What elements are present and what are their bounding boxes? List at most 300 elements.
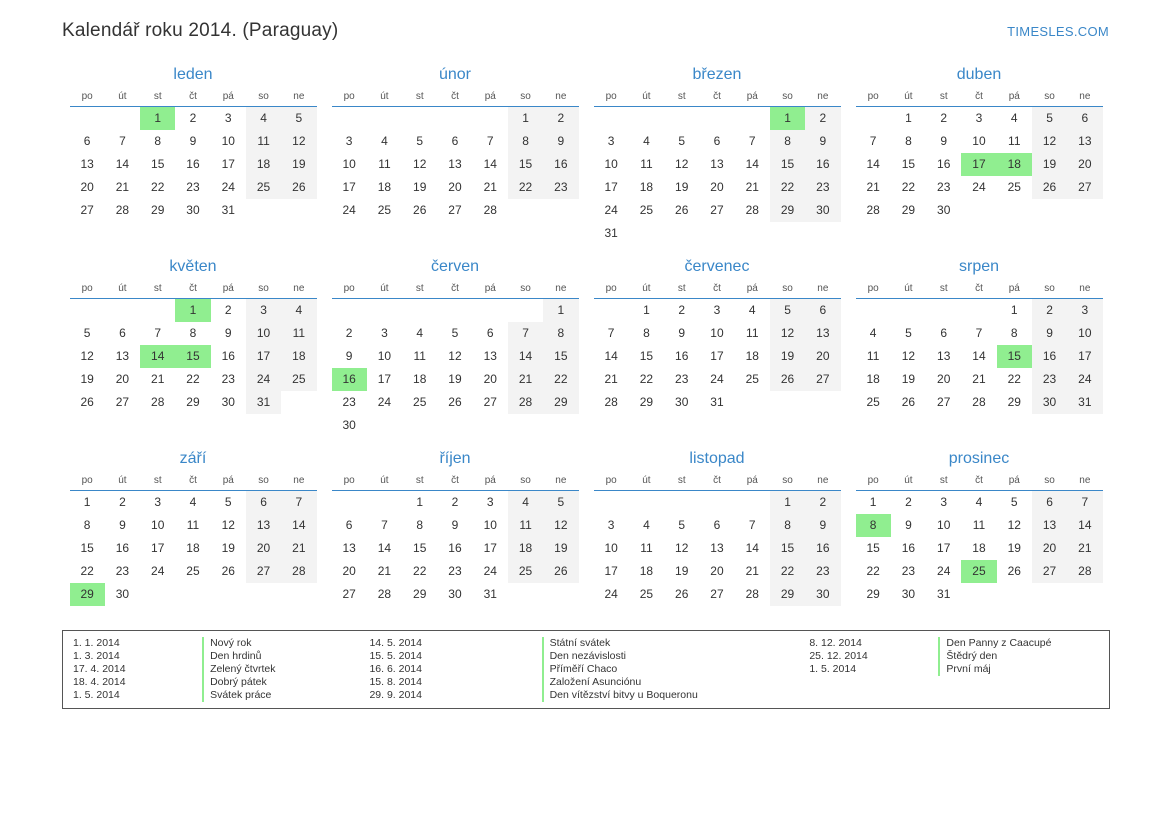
day-cell[interactable]: [367, 345, 402, 368]
day-cell[interactable]: [402, 199, 437, 222]
day-cell[interactable]: [699, 299, 734, 323]
day-cell[interactable]: [473, 345, 508, 368]
day-cell[interactable]: [175, 107, 210, 131]
day-cell[interactable]: [961, 176, 996, 199]
day-cell[interactable]: [805, 537, 840, 560]
day-cell[interactable]: [664, 514, 699, 537]
day-cell[interactable]: [997, 537, 1032, 560]
day-cell[interactable]: [473, 491, 508, 515]
day-cell[interactable]: [332, 514, 367, 537]
day-cell[interactable]: [473, 322, 508, 345]
day-cell[interactable]: [1067, 560, 1102, 583]
day-cell[interactable]: [211, 153, 246, 176]
day-cell[interactable]: [402, 130, 437, 153]
day-cell[interactable]: [367, 583, 402, 606]
day-cell[interactable]: [437, 322, 472, 345]
day-cell[interactable]: [891, 130, 926, 153]
day-cell[interactable]: [997, 130, 1032, 153]
day-cell[interactable]: [105, 391, 140, 414]
day-cell[interactable]: [926, 491, 961, 515]
day-cell[interactable]: [508, 345, 543, 368]
day-cell[interactable]: [211, 345, 246, 368]
day-cell[interactable]: [997, 107, 1032, 131]
day-cell[interactable]: [437, 537, 472, 560]
day-cell[interactable]: [594, 222, 629, 245]
day-cell[interactable]: [629, 199, 664, 222]
day-cell[interactable]: [246, 299, 281, 323]
day-cell[interactable]: [543, 153, 578, 176]
day-cell[interactable]: [805, 153, 840, 176]
day-cell[interactable]: [1032, 345, 1067, 368]
day-cell[interactable]: [735, 514, 770, 537]
day-cell[interactable]: [332, 322, 367, 345]
day-cell[interactable]: [402, 514, 437, 537]
day-cell[interactable]: [402, 491, 437, 515]
day-cell[interactable]: [281, 176, 316, 199]
day-cell[interactable]: [699, 537, 734, 560]
day-cell[interactable]: [735, 176, 770, 199]
day-cell[interactable]: [856, 322, 891, 345]
day-cell[interactable]: [140, 391, 175, 414]
day-cell[interactable]: [246, 322, 281, 345]
day-cell[interactable]: [594, 199, 629, 222]
day-cell[interactable]: [246, 107, 281, 131]
day-cell[interactable]: [926, 514, 961, 537]
day-cell[interactable]: [1067, 368, 1102, 391]
day-cell[interactable]: [1067, 153, 1102, 176]
day-cell[interactable]: [961, 491, 996, 515]
day-cell[interactable]: [281, 107, 316, 131]
day-cell[interactable]: [175, 130, 210, 153]
day-cell[interactable]: [1032, 537, 1067, 560]
day-cell[interactable]: [664, 153, 699, 176]
day-cell[interactable]: [437, 130, 472, 153]
day-cell[interactable]: [664, 199, 699, 222]
day-cell[interactable]: [1067, 514, 1102, 537]
day-cell[interactable]: [175, 514, 210, 537]
day-cell[interactable]: [437, 560, 472, 583]
day-cell[interactable]: [1032, 491, 1067, 515]
day-cell[interactable]: [543, 537, 578, 560]
day-cell[interactable]: [175, 322, 210, 345]
day-cell[interactable]: [594, 322, 629, 345]
day-cell[interactable]: [437, 583, 472, 606]
day-cell[interactable]: [543, 514, 578, 537]
day-cell[interactable]: [926, 537, 961, 560]
day-cell[interactable]: [856, 130, 891, 153]
day-cell[interactable]: [367, 130, 402, 153]
day-cell[interactable]: [175, 199, 210, 222]
day-cell[interactable]: [70, 391, 105, 414]
day-cell[interactable]: [997, 368, 1032, 391]
day-cell[interactable]: [402, 537, 437, 560]
day-cell[interactable]: [367, 391, 402, 414]
day-cell-holiday[interactable]: [175, 299, 210, 323]
day-cell[interactable]: [699, 199, 734, 222]
day-cell[interactable]: [473, 391, 508, 414]
day-cell[interactable]: [1067, 107, 1102, 131]
day-cell[interactable]: [367, 560, 402, 583]
day-cell[interactable]: [664, 560, 699, 583]
day-cell[interactable]: [961, 345, 996, 368]
day-cell[interactable]: [770, 345, 805, 368]
day-cell[interactable]: [1067, 537, 1102, 560]
day-cell[interactable]: [211, 176, 246, 199]
day-cell[interactable]: [508, 537, 543, 560]
day-cell[interactable]: [402, 391, 437, 414]
day-cell[interactable]: [594, 345, 629, 368]
day-cell[interactable]: [735, 560, 770, 583]
day-cell[interactable]: [961, 322, 996, 345]
day-cell[interactable]: [105, 368, 140, 391]
day-cell[interactable]: [594, 391, 629, 414]
day-cell[interactable]: [1032, 391, 1067, 414]
day-cell[interactable]: [699, 322, 734, 345]
day-cell[interactable]: [770, 322, 805, 345]
day-cell[interactable]: [70, 176, 105, 199]
day-cell[interactable]: [105, 537, 140, 560]
day-cell[interactable]: [629, 537, 664, 560]
day-cell[interactable]: [543, 345, 578, 368]
day-cell[interactable]: [105, 560, 140, 583]
day-cell[interactable]: [246, 368, 281, 391]
day-cell[interactable]: [664, 345, 699, 368]
day-cell[interactable]: [961, 391, 996, 414]
day-cell[interactable]: [70, 537, 105, 560]
day-cell[interactable]: [211, 322, 246, 345]
day-cell[interactable]: [856, 583, 891, 606]
day-cell[interactable]: [997, 176, 1032, 199]
day-cell[interactable]: [332, 130, 367, 153]
day-cell[interactable]: [140, 491, 175, 515]
day-cell[interactable]: [508, 176, 543, 199]
day-cell[interactable]: [211, 299, 246, 323]
day-cell[interactable]: [140, 322, 175, 345]
day-cell[interactable]: [735, 153, 770, 176]
site-brand[interactable]: TIMESLES.COM: [1007, 24, 1109, 39]
day-cell[interactable]: [699, 176, 734, 199]
day-cell[interactable]: [105, 491, 140, 515]
day-cell[interactable]: [997, 391, 1032, 414]
day-cell[interactable]: [211, 107, 246, 131]
day-cell[interactable]: [105, 153, 140, 176]
day-cell[interactable]: [437, 368, 472, 391]
day-cell[interactable]: [211, 368, 246, 391]
day-cell[interactable]: [629, 153, 664, 176]
day-cell[interactable]: [664, 391, 699, 414]
day-cell[interactable]: [281, 537, 316, 560]
day-cell[interactable]: [508, 107, 543, 131]
day-cell[interactable]: [211, 491, 246, 515]
day-cell[interactable]: [543, 560, 578, 583]
day-cell[interactable]: [246, 560, 281, 583]
day-cell[interactable]: [735, 583, 770, 606]
day-cell[interactable]: [437, 514, 472, 537]
day-cell[interactable]: [1032, 368, 1067, 391]
day-cell[interactable]: [437, 491, 472, 515]
day-cell[interactable]: [402, 583, 437, 606]
day-cell[interactable]: [770, 299, 805, 323]
day-cell-holiday[interactable]: [856, 514, 891, 537]
day-cell[interactable]: [543, 391, 578, 414]
day-cell[interactable]: [891, 491, 926, 515]
day-cell[interactable]: [437, 345, 472, 368]
day-cell[interactable]: [543, 368, 578, 391]
day-cell[interactable]: [332, 176, 367, 199]
day-cell[interactable]: [473, 583, 508, 606]
day-cell[interactable]: [473, 130, 508, 153]
day-cell[interactable]: [629, 345, 664, 368]
day-cell[interactable]: [508, 560, 543, 583]
day-cell[interactable]: [402, 368, 437, 391]
day-cell[interactable]: [856, 368, 891, 391]
day-cell[interactable]: [805, 176, 840, 199]
day-cell[interactable]: [735, 368, 770, 391]
day-cell[interactable]: [664, 368, 699, 391]
day-cell[interactable]: [175, 537, 210, 560]
day-cell[interactable]: [926, 153, 961, 176]
day-cell[interactable]: [332, 583, 367, 606]
day-cell[interactable]: [437, 176, 472, 199]
day-cell[interactable]: [140, 199, 175, 222]
day-cell[interactable]: [699, 130, 734, 153]
day-cell[interactable]: [629, 391, 664, 414]
day-cell[interactable]: [473, 153, 508, 176]
day-cell[interactable]: [805, 107, 840, 131]
day-cell-holiday[interactable]: [70, 583, 105, 606]
day-cell[interactable]: [856, 199, 891, 222]
day-cell[interactable]: [664, 537, 699, 560]
day-cell[interactable]: [246, 514, 281, 537]
day-cell[interactable]: [473, 176, 508, 199]
day-cell[interactable]: [140, 153, 175, 176]
day-cell[interactable]: [1032, 322, 1067, 345]
day-cell[interactable]: [926, 368, 961, 391]
day-cell[interactable]: [175, 153, 210, 176]
day-cell[interactable]: [805, 368, 840, 391]
day-cell[interactable]: [770, 130, 805, 153]
day-cell[interactable]: [140, 514, 175, 537]
day-cell[interactable]: [105, 130, 140, 153]
day-cell[interactable]: [926, 560, 961, 583]
day-cell[interactable]: [664, 130, 699, 153]
day-cell[interactable]: [175, 176, 210, 199]
day-cell[interactable]: [770, 153, 805, 176]
day-cell[interactable]: [281, 514, 316, 537]
day-cell[interactable]: [367, 514, 402, 537]
day-cell[interactable]: [473, 368, 508, 391]
day-cell[interactable]: [508, 322, 543, 345]
day-cell[interactable]: [1067, 299, 1102, 323]
day-cell[interactable]: [891, 583, 926, 606]
day-cell[interactable]: [402, 345, 437, 368]
day-cell[interactable]: [997, 514, 1032, 537]
day-cell[interactable]: [175, 391, 210, 414]
day-cell[interactable]: [332, 153, 367, 176]
day-cell[interactable]: [140, 368, 175, 391]
day-cell[interactable]: [805, 130, 840, 153]
day-cell[interactable]: [70, 130, 105, 153]
day-cell[interactable]: [211, 560, 246, 583]
day-cell[interactable]: [437, 199, 472, 222]
day-cell[interactable]: [891, 345, 926, 368]
day-cell[interactable]: [140, 130, 175, 153]
day-cell-holiday[interactable]: [997, 153, 1032, 176]
day-cell[interactable]: [543, 130, 578, 153]
day-cell[interactable]: [105, 345, 140, 368]
day-cell[interactable]: [926, 322, 961, 345]
day-cell[interactable]: [105, 514, 140, 537]
day-cell[interactable]: [1032, 514, 1067, 537]
day-cell[interactable]: [856, 537, 891, 560]
day-cell[interactable]: [770, 368, 805, 391]
day-cell[interactable]: [402, 153, 437, 176]
day-cell[interactable]: [735, 322, 770, 345]
day-cell[interactable]: [332, 560, 367, 583]
day-cell[interactable]: [699, 391, 734, 414]
day-cell[interactable]: [543, 107, 578, 131]
day-cell[interactable]: [1067, 491, 1102, 515]
day-cell[interactable]: [594, 368, 629, 391]
day-cell[interactable]: [926, 391, 961, 414]
day-cell[interactable]: [770, 491, 805, 515]
day-cell[interactable]: [543, 299, 578, 323]
day-cell[interactable]: [211, 130, 246, 153]
day-cell[interactable]: [699, 368, 734, 391]
day-cell[interactable]: [1032, 560, 1067, 583]
day-cell[interactable]: [629, 130, 664, 153]
day-cell[interactable]: [926, 107, 961, 131]
day-cell[interactable]: [105, 322, 140, 345]
day-cell[interactable]: [105, 583, 140, 606]
day-cell-holiday[interactable]: [140, 345, 175, 368]
day-cell[interactable]: [805, 199, 840, 222]
day-cell[interactable]: [629, 560, 664, 583]
day-cell[interactable]: [805, 514, 840, 537]
day-cell[interactable]: [367, 322, 402, 345]
day-cell[interactable]: [211, 537, 246, 560]
day-cell[interactable]: [1032, 130, 1067, 153]
day-cell[interactable]: [997, 322, 1032, 345]
day-cell[interactable]: [281, 560, 316, 583]
day-cell-holiday[interactable]: [175, 345, 210, 368]
day-cell[interactable]: [891, 322, 926, 345]
day-cell[interactable]: [1032, 107, 1067, 131]
day-cell[interactable]: [402, 560, 437, 583]
day-cell[interactable]: [594, 130, 629, 153]
day-cell[interactable]: [1067, 176, 1102, 199]
day-cell[interactable]: [770, 537, 805, 560]
day-cell[interactable]: [891, 391, 926, 414]
day-cell[interactable]: [437, 391, 472, 414]
day-cell[interactable]: [699, 153, 734, 176]
day-cell[interactable]: [961, 368, 996, 391]
day-cell[interactable]: [926, 199, 961, 222]
day-cell[interactable]: [508, 130, 543, 153]
day-cell[interactable]: [473, 560, 508, 583]
day-cell[interactable]: [105, 199, 140, 222]
day-cell[interactable]: [332, 391, 367, 414]
day-cell[interactable]: [332, 537, 367, 560]
day-cell-holiday[interactable]: [332, 368, 367, 391]
day-cell[interactable]: [891, 107, 926, 131]
day-cell[interactable]: [473, 199, 508, 222]
day-cell[interactable]: [367, 537, 402, 560]
day-cell[interactable]: [508, 491, 543, 515]
day-cell[interactable]: [246, 176, 281, 199]
day-cell[interactable]: [281, 491, 316, 515]
day-cell[interactable]: [402, 176, 437, 199]
day-cell[interactable]: [1032, 299, 1067, 323]
day-cell[interactable]: [856, 176, 891, 199]
day-cell[interactable]: [175, 491, 210, 515]
day-cell[interactable]: [664, 583, 699, 606]
day-cell[interactable]: [281, 153, 316, 176]
day-cell[interactable]: [926, 176, 961, 199]
day-cell[interactable]: [997, 299, 1032, 323]
day-cell[interactable]: [594, 583, 629, 606]
day-cell[interactable]: [508, 368, 543, 391]
day-cell[interactable]: [891, 199, 926, 222]
day-cell[interactable]: [891, 560, 926, 583]
day-cell[interactable]: [1032, 176, 1067, 199]
day-cell-holiday[interactable]: [140, 107, 175, 131]
day-cell[interactable]: [770, 560, 805, 583]
day-cell[interactable]: [805, 560, 840, 583]
day-cell[interactable]: [805, 322, 840, 345]
day-cell[interactable]: [367, 199, 402, 222]
day-cell[interactable]: [211, 199, 246, 222]
day-cell[interactable]: [281, 345, 316, 368]
day-cell-holiday[interactable]: [961, 560, 996, 583]
day-cell[interactable]: [246, 130, 281, 153]
day-cell[interactable]: [1032, 153, 1067, 176]
day-cell[interactable]: [246, 537, 281, 560]
day-cell[interactable]: [402, 322, 437, 345]
day-cell[interactable]: [891, 537, 926, 560]
day-cell[interactable]: [699, 345, 734, 368]
day-cell[interactable]: [473, 537, 508, 560]
day-cell[interactable]: [1067, 391, 1102, 414]
day-cell[interactable]: [856, 153, 891, 176]
day-cell[interactable]: [629, 299, 664, 323]
day-cell[interactable]: [175, 560, 210, 583]
day-cell[interactable]: [281, 322, 316, 345]
day-cell[interactable]: [508, 514, 543, 537]
day-cell[interactable]: [770, 583, 805, 606]
day-cell[interactable]: [105, 176, 140, 199]
day-cell[interactable]: [594, 514, 629, 537]
day-cell[interactable]: [367, 153, 402, 176]
day-cell[interactable]: [246, 153, 281, 176]
day-cell[interactable]: [543, 322, 578, 345]
day-cell[interactable]: [926, 345, 961, 368]
day-cell[interactable]: [140, 537, 175, 560]
day-cell[interactable]: [70, 322, 105, 345]
day-cell[interactable]: [1067, 130, 1102, 153]
day-cell[interactable]: [926, 130, 961, 153]
day-cell[interactable]: [281, 299, 316, 323]
day-cell[interactable]: [961, 130, 996, 153]
day-cell[interactable]: [508, 153, 543, 176]
day-cell[interactable]: [70, 560, 105, 583]
day-cell[interactable]: [70, 514, 105, 537]
day-cell[interactable]: [735, 130, 770, 153]
day-cell[interactable]: [594, 560, 629, 583]
day-cell[interactable]: [770, 514, 805, 537]
day-cell[interactable]: [246, 491, 281, 515]
day-cell[interactable]: [997, 560, 1032, 583]
